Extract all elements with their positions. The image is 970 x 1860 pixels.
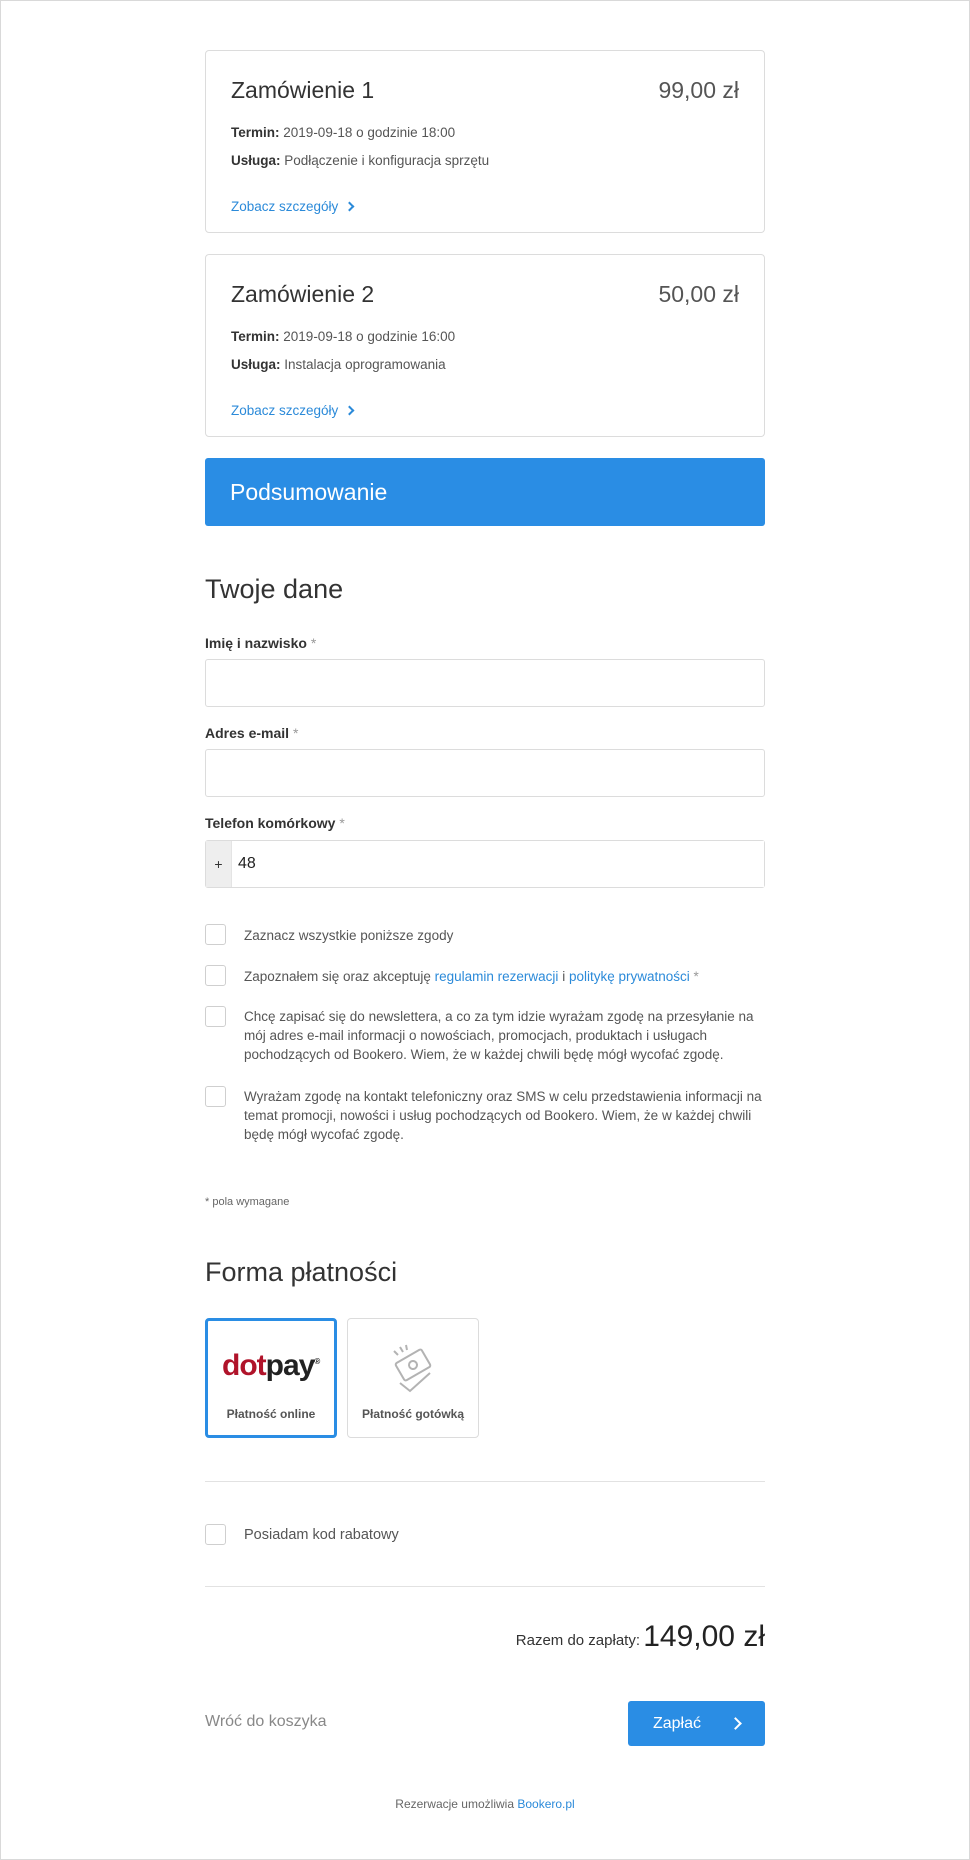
discount-label: Posiadam kod rabatowy: [244, 1527, 399, 1543]
payment-option-online[interactable]: [205, 1318, 337, 1438]
divider: [205, 1586, 765, 1587]
newsletter-checkbox[interactable]: [205, 1006, 226, 1027]
order-title: Zamówienie 2: [231, 281, 375, 307]
chevron-right-icon: [345, 202, 355, 212]
terms-prefix: Zapoznałem się oraz akceptuję: [244, 969, 431, 984]
pay-button[interactable]: [628, 1701, 765, 1746]
phone-sms-checkbox[interactable]: [205, 1086, 226, 1107]
order-service-label: Usługa:: [231, 153, 281, 168]
payment-option-label: Płatność gotówką: [361, 1407, 465, 1421]
order-details-link[interactable]: [231, 199, 353, 214]
phone-field-group: [205, 840, 765, 888]
order-price: 99,00 zł: [658, 77, 739, 103]
footer-text: Rezerwacje umożliwia: [395, 1797, 514, 1811]
order-term-label: Termin:: [231, 329, 280, 344]
phone-label-text: Telefon komórkowy: [205, 815, 336, 831]
order-service: [231, 153, 489, 168]
chevron-right-icon: [729, 1717, 742, 1730]
order-term-label: Termin:: [231, 125, 280, 140]
order-service-label: Usługa:: [231, 357, 281, 372]
consent-phone-sms[interactable]: [205, 1086, 765, 1144]
order-service-value: Podłączenie i konfiguracja sprzętu: [284, 153, 490, 168]
order-term: [231, 329, 455, 344]
required-mark: *: [292, 725, 299, 741]
order-term-value: 2019-09-18 o godzinie 18:00: [283, 125, 456, 140]
name-field[interactable]: [205, 659, 765, 707]
cash-icon: [386, 1339, 442, 1395]
consent-select-all[interactable]: [205, 924, 765, 945]
newsletter-label: Chcę zapisać się do newslettera, a co za tym idzie wyrażam zgodę na przesyłanie na mój adres e-mail informacji o nowościach, promocjach, produktach i usługach pochodzących od Bookero. Wiem, że w każdej chwili będę mógł wycofać zgodę.: [244, 1009, 754, 1062]
back-to-cart-link[interactable]: Wróć do koszyka: [205, 1713, 327, 1730]
discount-toggle[interactable]: [205, 1524, 765, 1545]
phone-label: [205, 815, 345, 831]
order-service-value: Instalacja oprogramowania: [284, 357, 446, 372]
email-label: [205, 725, 298, 741]
total-value: 149,00 zł: [643, 1620, 765, 1653]
dotpay-logo: dotpay®: [222, 1349, 320, 1382]
footer-link[interactable]: Bookero.pl: [517, 1797, 575, 1811]
your-data-title: Twoje dane: [205, 574, 344, 604]
payment-option-cash[interactable]: [347, 1318, 479, 1438]
terms-checkbox[interactable]: [205, 965, 226, 986]
payment-title: Forma płatności: [205, 1257, 398, 1287]
order-price: 50,00 zł: [658, 281, 739, 307]
email-label-text: Adres e-mail: [205, 725, 290, 741]
consent-newsletter[interactable]: [205, 1006, 765, 1064]
select-all-checkbox[interactable]: [205, 924, 226, 945]
phone-field[interactable]: [232, 841, 764, 887]
phone-prefix: +: [206, 841, 232, 887]
name-label: [205, 635, 316, 651]
terms-and: i: [562, 969, 566, 984]
required-mark: *: [339, 815, 345, 831]
order-term-value: 2019-09-18 o godzinie 16:00: [283, 329, 456, 344]
summary-header: Podsumowanie: [205, 458, 765, 526]
order-card: [205, 50, 765, 233]
total-label: Razem do zapłaty:: [515, 1632, 640, 1649]
terms-link[interactable]: regulamin rezerwacji: [434, 969, 559, 984]
phone-sms-label: Wyrażam zgodę na kontakt telefoniczny oraz SMS w celu przedstawienia informacji na temat promocji, nowości i usług pochodzących od Bookero. Wiem, że w każdej chwili będę mógł wycofać zgodę.: [244, 1089, 762, 1142]
order-term: [231, 125, 455, 140]
pay-button-label: Zapłać: [652, 1714, 702, 1732]
footer: [0, 1797, 970, 1811]
required-mark: *: [310, 635, 317, 651]
order-service: [231, 357, 446, 372]
discount-checkbox[interactable]: [205, 1524, 226, 1545]
consent-terms[interactable]: [205, 965, 765, 986]
divider: [205, 1481, 765, 1482]
name-label-text: Imię i nazwisko: [205, 635, 307, 651]
order-title: Zamówienie 1: [231, 77, 375, 103]
required-mark: *: [693, 969, 699, 984]
order-card: [205, 254, 765, 437]
privacy-link[interactable]: politykę prywatności: [568, 969, 690, 984]
terms-label: [244, 967, 699, 986]
email-field[interactable]: [205, 749, 765, 797]
order-details-label: Zobacz szczegóły: [231, 403, 339, 418]
order-details-label: Zobacz szczegóły: [231, 199, 339, 214]
select-all-label: Zaznacz wszystkie poniższe zgody: [244, 928, 454, 943]
required-note: * pola wymagane: [205, 1196, 290, 1208]
order-details-link[interactable]: [231, 403, 353, 418]
chevron-right-icon: [345, 406, 355, 416]
payment-option-label: Płatność online: [226, 1407, 316, 1421]
